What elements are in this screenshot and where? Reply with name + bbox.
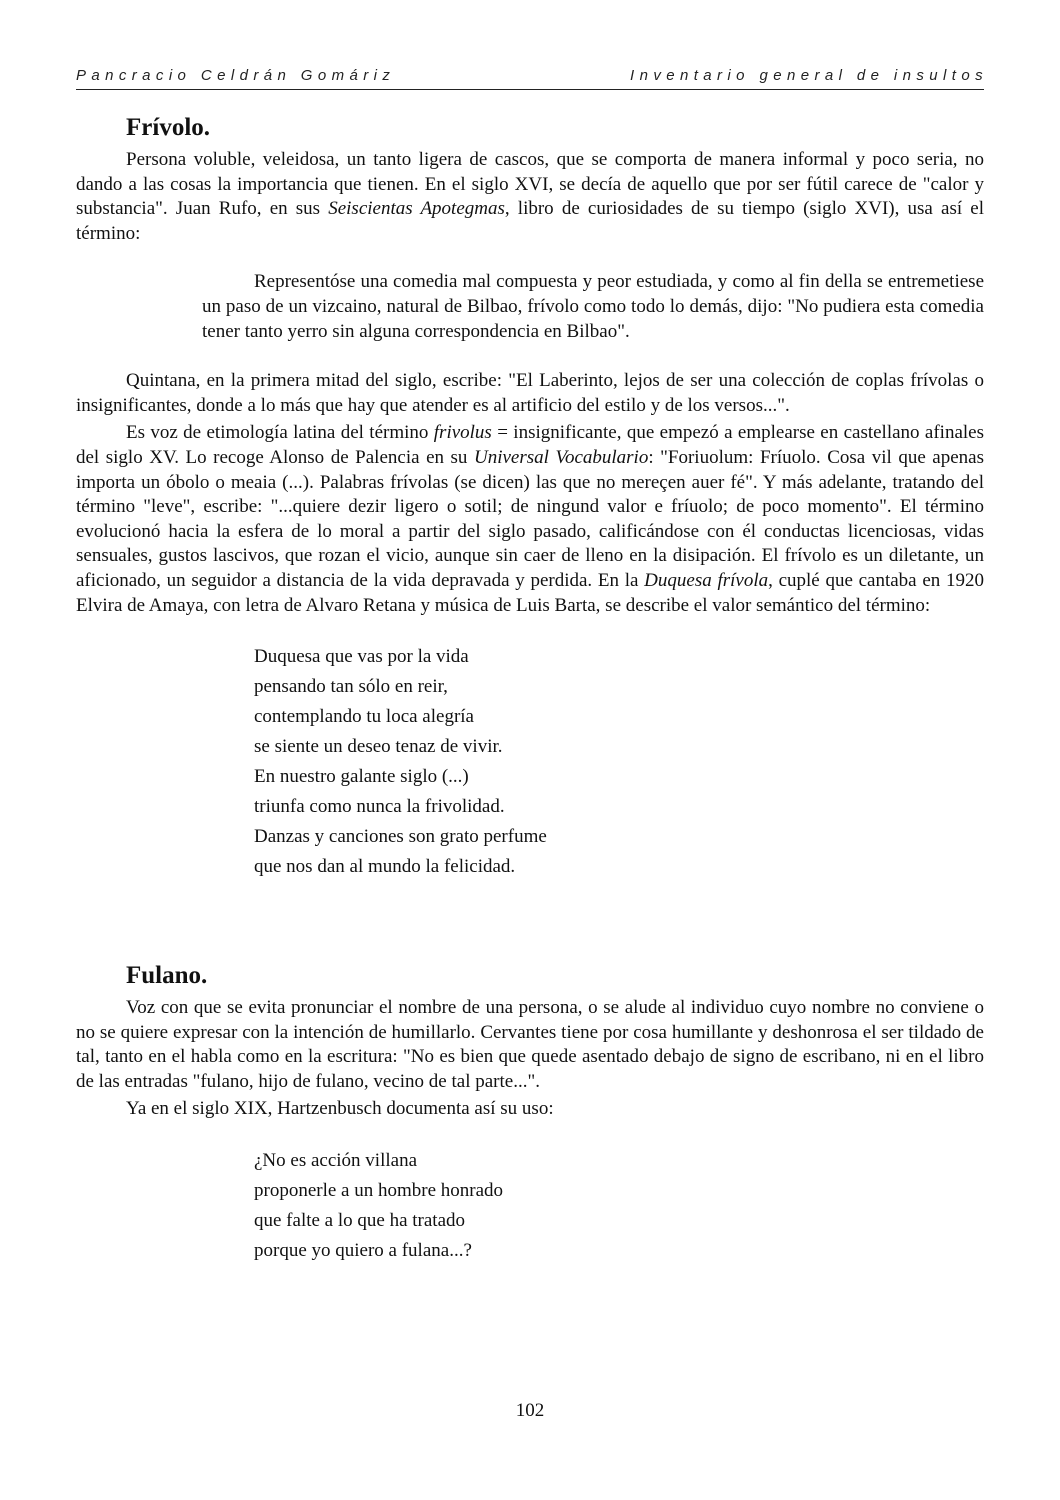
- book-title-italic: Universal Vocabulario: [473, 446, 649, 468]
- verse-line: ¿No es acción villana: [254, 1150, 418, 1172]
- paragraph: Ya en el siglo XIX, Hartzenbusch documenta así su uso:: [126, 1098, 554, 1120]
- verse-line: Danzas y canciones son grato perfume: [254, 826, 547, 848]
- verse-line: se siente un deseo tenaz de vivir.: [254, 736, 503, 758]
- paragraph-text: : "Foriuolum: Fríuolo. Cosa vil que apenas importa un óbolo o meaia (...). Palabras frívolas (se dicen) las que no mereçen auer fé". Y más adelante, tratando del término "leve", escribe: "...quiere dezir ligero o sotil; de ningund valor e fríuolo; de poco momento". El término evolucionó hacia la esfera de lo moral a partir del siglo pasado, calificándose con él conductas licenciosas, vidas sensuales, gustos lascivos, que rozan el vicio, aunque sin caer de lleno en la disipación. El frívolo es un diletante, un aficionado, un seguidor a distancia de la vida depravada y perdida. En la: [76, 446, 984, 591]
- paragraph-text: , cuplé que cantaba en 1920 Elvira de Amaya, con letra de Alvaro Retana y música de Luis Barta, se describe el valor semántico del término:: [76, 569, 984, 616]
- verse-line: contemplando tu loca alegría: [254, 706, 474, 728]
- entry-title: Fulano.: [126, 962, 208, 990]
- verse-line: Duquesa que vas por la vida: [254, 646, 469, 668]
- verse-line: triunfa como nunca la frivolidad.: [254, 796, 505, 818]
- paragraph-text: = insignificante, que empezó a emplearse en castellano afinales del siglo XV. Lo recoge Alonso de Palencia en su: [76, 422, 985, 468]
- paragraph: Voz con que se evita pronunciar el nombre de una persona, o se alude al individuo cuyo nombre no conviene o no se quiere expresar con la intención de humillarlo. Cervantes tiene por cosa humillante y deshonrosa el ser tildado de tal, tanto en el habla como en la escritura: "No es bien que quede asentado debajo de signo de escribano, ni en el libro de las entradas "fulano, hijo de fulano, vecino de tal parte...".: [76, 997, 984, 1092]
- entry-title: Frívolo.: [126, 114, 211, 141]
- paragraph: Quintana, en la primera mitad del siglo, escribe: "El Laberinto, lejos de ser una colección de coplas frívolas o insignificantes, donde a lo más que hay que atender es al artificio del estilo y de los versos...".: [76, 370, 984, 416]
- paragraph: [76, 421, 984, 618]
- book-title-italic: Seiscientas Apotegmas: [328, 198, 505, 220]
- running-header: [76, 67, 988, 90]
- verse-block: [254, 1146, 984, 1266]
- entry-frivolo: [76, 110, 984, 882]
- song-title-italic: Duquesa frívola: [644, 569, 769, 591]
- paragraph-text: Es voz de etimología latina del término: [126, 422, 434, 444]
- header-author: Pancracio Celdrán Gomáriz: [76, 67, 396, 84]
- verse-block: [254, 642, 984, 882]
- entry-fulano: [76, 958, 984, 1266]
- verse-line: porque yo quiero a fulana...?: [254, 1240, 472, 1262]
- verse-line: que falte a lo que ha tratado: [254, 1210, 466, 1232]
- paragraph: [76, 148, 984, 246]
- verse-line: proponerle a un hombre honrado: [254, 1180, 504, 1202]
- page-content: [76, 110, 984, 1266]
- paragraph-text: , libro de curiosidades de su tiempo (siglo XVI), usa así el término:: [76, 198, 984, 244]
- page-number: 102: [515, 1400, 545, 1421]
- header-book-title: Inventario general de insultos: [630, 67, 988, 84]
- paragraph-text: Persona voluble, veleidosa, un tanto ligera de cascos, que se comporta de manera informal y poco seria, no dando a las cosas la importancia que tienen. En el siglo XVI, se decía de aquello que por ser fútil carece de "calor y substancia". Juan Rufo, en sus: [76, 149, 984, 220]
- block-quote: Representóse una comedia mal compuesta y peor estudiada, y como al fin della se entremetiese un paso de un vizcaino, natural de Bilbao, frívolo como todo lo demás, dijo: "No pudiera esta comedia tener tanto yerro sin alguna correspondencia en Bilbao".: [202, 271, 984, 342]
- latin-term-italic: frivolus: [433, 422, 492, 444]
- verse-line: En nuestro galante siglo (...): [254, 766, 469, 788]
- verse-line: que nos dan al mundo la felicidad.: [254, 856, 516, 878]
- verse-line: pensando tan sólo en reir,: [254, 676, 448, 698]
